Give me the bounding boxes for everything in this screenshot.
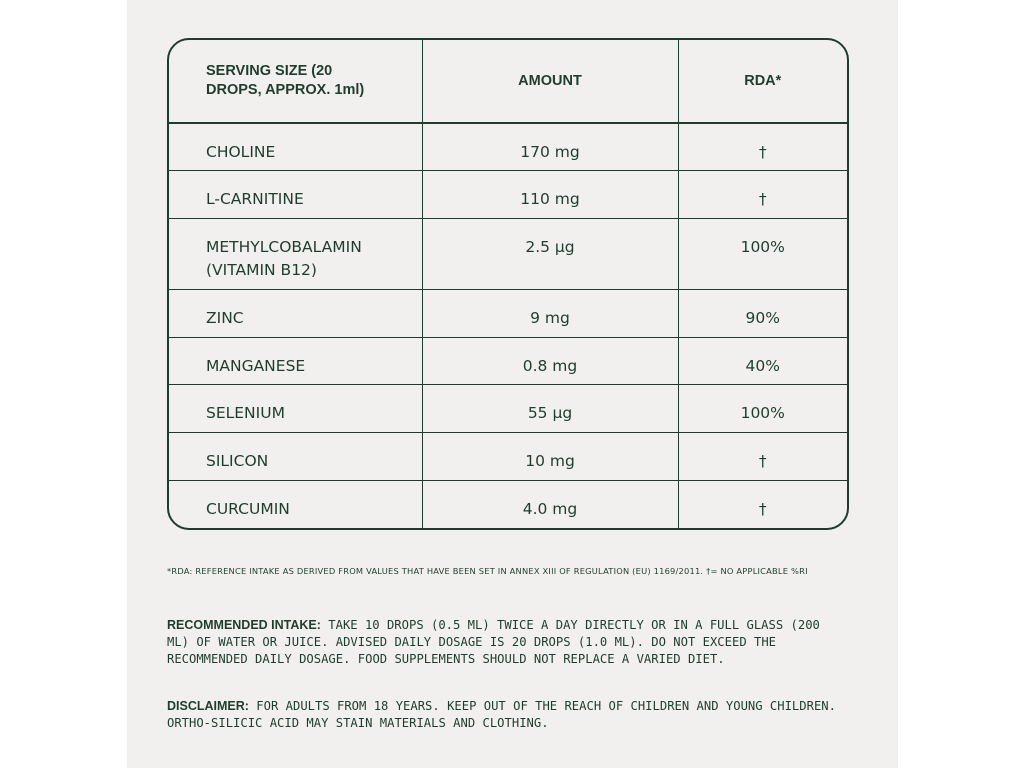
nutrient-rda: † [678,433,847,481]
table-row [169,171,847,219]
header-serving-size: SERVING SIZE (20 DROPS, APPROX. 1ml) [169,40,422,123]
header-rda: RDA* [678,40,847,123]
table-row [169,337,847,385]
recommended-intake [167,617,847,668]
nutrient-amount: 0.8 mg [422,337,678,385]
nutrient-amount: 55 µg [422,385,678,433]
rda-footnote: *RDA: REFERENCE INTAKE AS DERIVED FROM VALUES THAT HAVE BEEN SET IN ANNEX XIII OF REGULATION (EU) 1169/2011. †= NO APPLICABLE %RI [167,566,808,576]
nutrient-rda: 100% [678,385,847,433]
nutrient-name: CURCUMIN [169,480,422,528]
table-row [169,385,847,433]
table-row [169,218,847,289]
nutrient-rda: 40% [678,337,847,385]
nutrient-amount: 4.0 mg [422,480,678,528]
table-row [169,480,847,528]
nutrient-amount: 9 mg [422,289,678,337]
nutrient-name: L-CARNITINE [169,171,422,219]
disclaimer-text: FOR ADULTS FROM 18 YEARS. KEEP OUT OF THE REACH OF CHILDREN AND YOUNG CHILDREN. ORTHO-SILICIC ACID MAY STAIN MATERIALS AND CLOTHING. [167,699,836,730]
nutrient-amount: 110 mg [422,171,678,219]
disclaimer [167,698,847,732]
recommended-intake-text: TAKE 10 DROPS (0.5 ML) TWICE A DAY DIRECTLY OR IN A FULL GLASS (200 ML) OF WATER OR JUICE. ADVISED DAILY DOSAGE IS 20 DROPS (1.0 ML). DO NOT EXCEED THE RECOMMENDED DAILY DOSAGE. FOOD SUPPLEMENTS SHOULD NOT REPLACE A VARIED DIET. [167,618,820,666]
disclaimer-label: DISCLAIMER: [167,699,249,713]
nutrient-rda: † [758,499,767,518]
table-row [169,289,847,337]
nutrient-name: CHOLINE [169,123,422,171]
nutrient-name: MANGANESE [169,337,422,385]
header-amount: AMOUNT [422,40,678,123]
nutrient-amount: 2.5 µg [422,218,678,289]
nutrient-rda: † [678,123,847,171]
nutrient-rda: † [678,171,847,219]
table-row [169,433,847,481]
nutrient-rda: 90% [678,289,847,337]
nutrient-name: ZINC [169,289,422,337]
nutrition-table [169,40,847,528]
nutrient-amount: 10 mg [422,433,678,481]
table-header-row [169,40,847,123]
recommended-intake-label: RECOMMENDED INTAKE: [167,618,321,632]
nutrient-rda: 100% [678,218,847,289]
nutrition-table-frame [167,38,849,530]
supplement-facts-panel [127,0,898,768]
nutrient-name: METHYLCOBALAMIN (VITAMIN B12) [169,218,422,289]
nutrient-name: SELENIUM [169,385,422,433]
nutrient-name: SILICON [169,433,422,481]
nutrient-amount: 170 mg [422,123,678,171]
table-row [169,123,847,171]
